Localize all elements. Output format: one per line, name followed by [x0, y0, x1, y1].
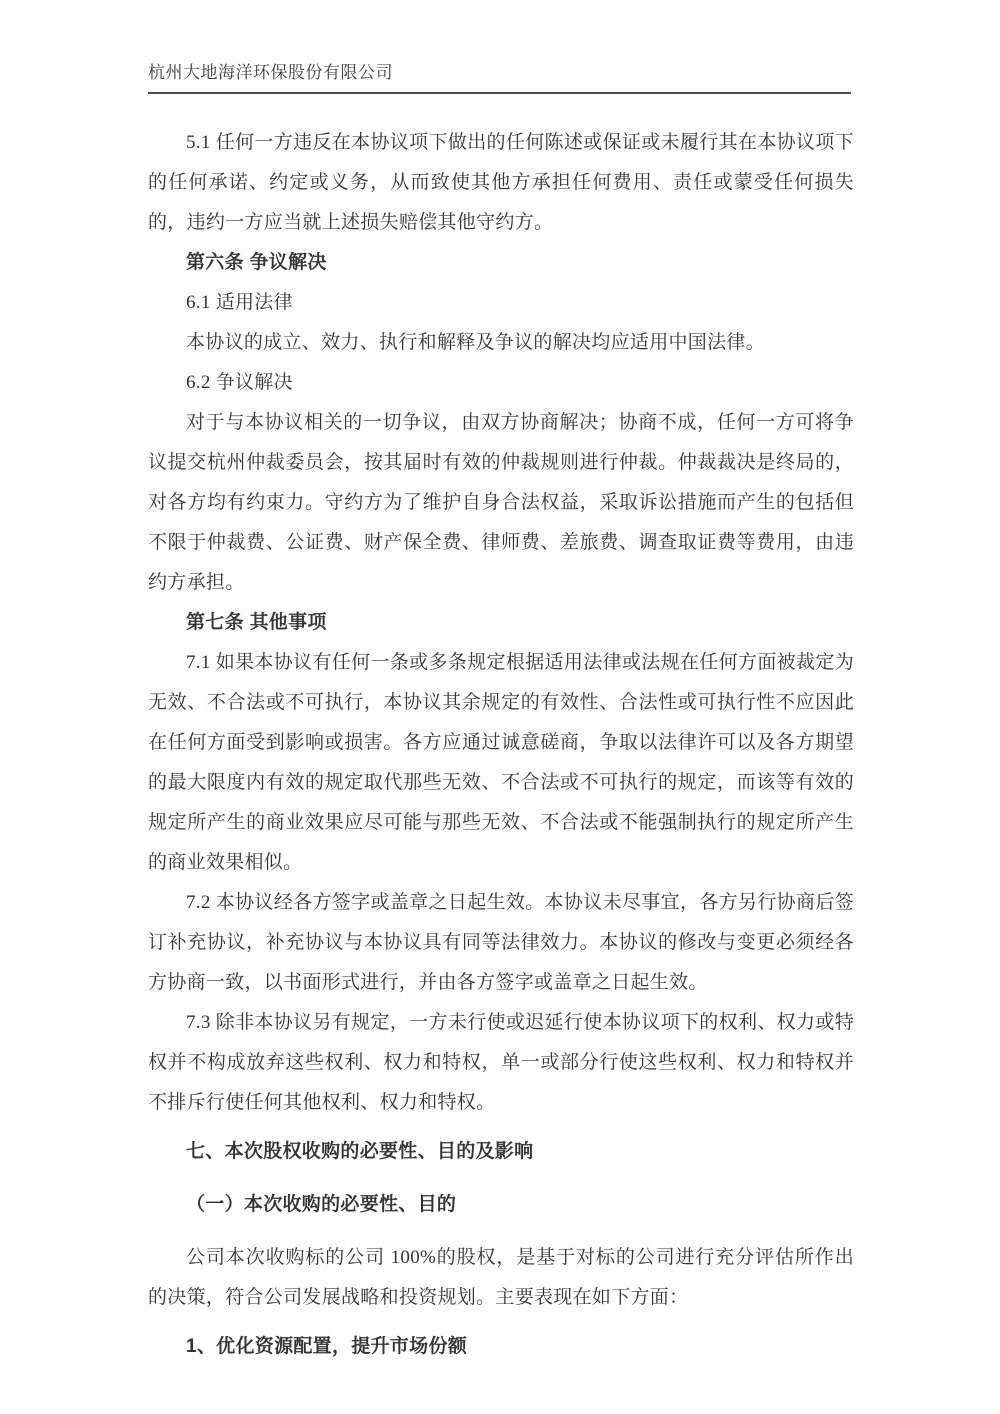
clause-6-1-body: 本协议的成立、效力、执行和解释及争议的解决均应适用中国法律。 [186, 332, 766, 353]
clause-6-2-body: 对于与本协议相关的一切争议，由双方协商解决；协商不成，任何一方可将争议提交杭州仲裁委员会，按其届时有效的仲裁规则进行仲裁。仲裁裁决是终局的，对各方均有约束力。守约方为了维护自身合法权益，采取诉讼措施而产生的包括但不限于仲裁费、公证费、财产保全费、律师费、差旅费、调查取证费等费用，由违约方承担。 [148, 412, 854, 593]
heading-article-6: 第六条 争议解决 [186, 252, 327, 273]
clause-6-1-title: 6.1 适用法律 [186, 292, 293, 313]
clause-7-1: 7.1 如果本协议有任何一条或多条规定根据适用法律或法规在任何方面被裁定为无效、不合法或不可执行，本协议其余规定的有效性、合法性或可执行性不应因此在任何方面受到影响或损害。各方应通过诚意磋商，争取以法律许可以及各方期望的最大限度内有效的规定取代那些无效、不合法或不可执行的规定，而该等有效的规定所产生的商业效果应尽可能与那些无效、不合法或不能强制执行的规定所产生的商业效果相似。 [148, 652, 854, 873]
document-body [148, 123, 854, 1380]
clause-6-2-title: 6.2 争议解决 [186, 372, 293, 393]
heading-subsection-one: （一）本次收购的必要性、目的 [186, 1194, 457, 1215]
company-name: 杭州大地海洋环保股份有限公司 [148, 63, 393, 82]
heading-section-seven: 七、本次股权收购的必要性、目的及影响 [186, 1141, 534, 1162]
para-acquisition-purpose: 公司本次收购标的公司 100%的股权，是基于对标的公司进行充分评估所作出的决策，符合公司发展战略和投资规划。主要表现在如下方面： [148, 1247, 854, 1308]
clause-7-2: 7.2 本协议经各方签字或盖章之日起生效。本协议未尽事宜，各方另行协商后签订补充协议，补充协议与本协议具有同等法律效力。本协议的修改与变更必须经各方协商一致，以书面形式进行，并由各方签字或盖章之日起生效。 [148, 892, 854, 993]
page-header [148, 0, 851, 94]
heading-point-1: 1、优化资源配置，提升市场份额 [186, 1336, 468, 1357]
clause-5-1: 5.1 任何一方违反在本协议项下做出的任何陈述或保证或未履行其在本协议项下的任何承诺、约定或义务，从而致使其他方承担任何费用、责任或蒙受任何损失的，违约一方应当就上述损失赔偿其他守约方。 [148, 132, 854, 233]
heading-article-7: 第七条 其他事项 [186, 612, 327, 633]
clause-7-3: 7.3 除非本协议另有规定，一方未行使或迟延行使本协议项下的权利、权力或特权并不构成放弃这些权利、权力和特权，单一或部分行使这些权利、权力和特权并不排斥行使任何其他权利、权力和特权。 [148, 1012, 854, 1113]
